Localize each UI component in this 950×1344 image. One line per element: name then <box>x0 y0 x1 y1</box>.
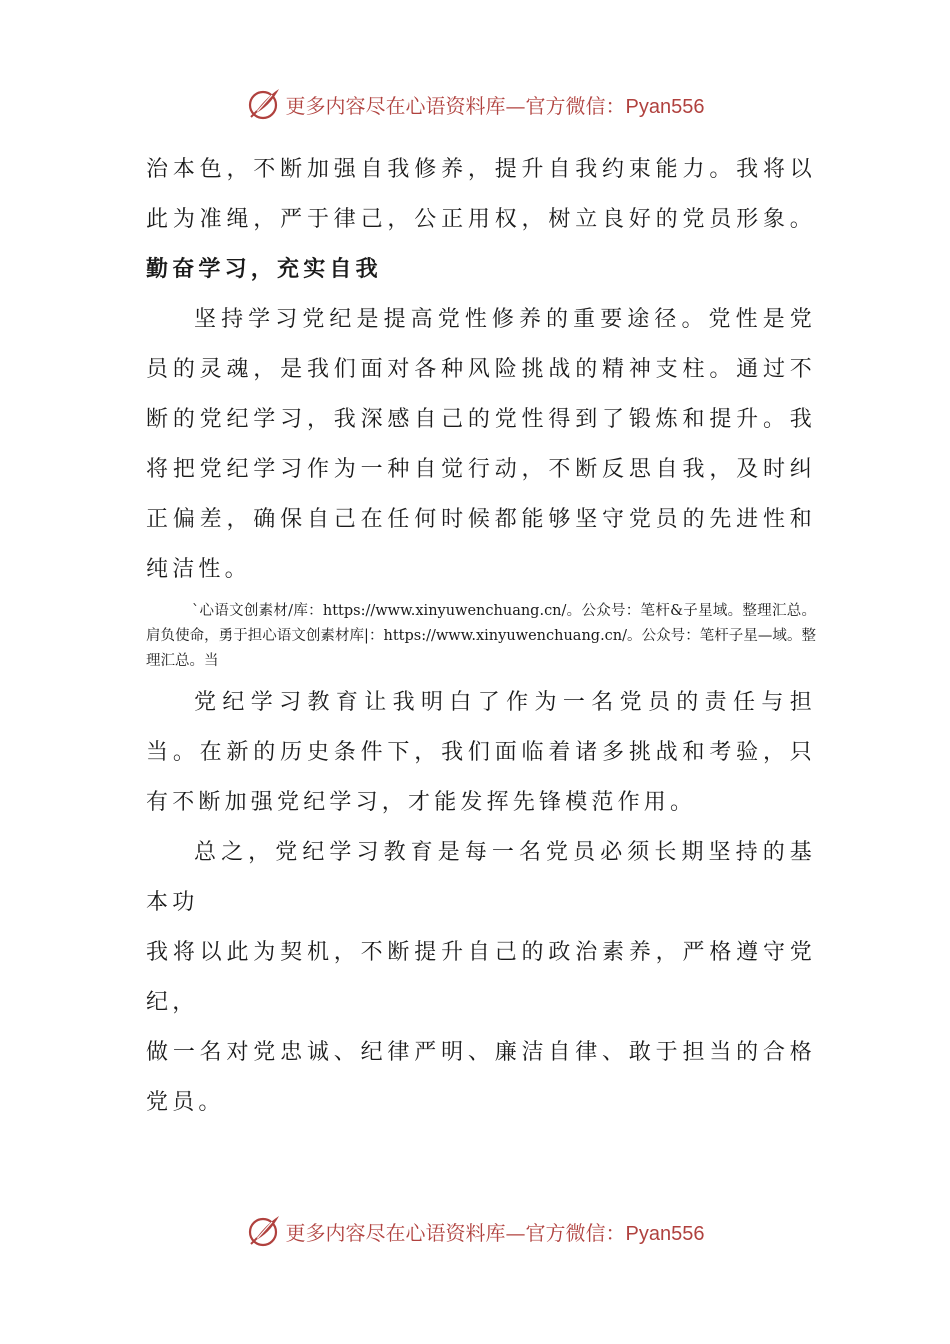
paragraph-2: 坚持学习党纪是提高党性修养的重要途径。党性是党员的灵魂，是我们面对各种风险挑战的精神支柱。通过不断的党纪学习，我深感自己的党性得到了锻炼和提升。我将把党纪学习作为一种自觉行动，不断反思自我，及时纠正偏差，确保自己在任何时候都能够坚守党员的先进性和纯洁性。 <box>146 307 816 582</box>
document-body <box>146 145 816 1128</box>
header-wechat-id: Pyan556 <box>625 95 705 118</box>
footer-banner-text: 更多内容尽在心语资料库—官方微信：Pyan556 <box>285 1220 705 1245</box>
feather-pen-logo-icon <box>246 86 282 122</box>
watermark-note: `心语文创素材/库：https://www.xinyuwenchuang.cn/。公众号：笔杆&子星域。整理汇总。肩负使命，勇于担心语文创素材库|：https://www.xinyuwenchuang.cn/。公众号：笔杆子星—域。整理汇总。当 <box>146 603 816 669</box>
section-heading: 勤奋学习，充实自我 <box>146 257 382 282</box>
paragraph-4-line-2: 我将以此为契机，不断提升自己的政治素养，严格遵守党纪， <box>146 940 816 1015</box>
paragraph-4 <box>146 828 816 1128</box>
paragraph-1 <box>146 145 816 295</box>
footer-wechat-id: Pyan556 <box>625 1222 705 1245</box>
paragraph-4-line-3: 做一名对党忠诚、纪律严明、廉洁自律、敢于担当的合格党员。 <box>146 1040 816 1115</box>
header-banner <box>0 84 950 124</box>
header-banner-text: 更多内容尽在心语资料库—官方微信：Pyan556 <box>285 93 705 118</box>
paragraph-3: 党纪学习教育让我明白了作为一名党员的责任与担当。在新的历史条件下，我们面临着诸多挑战和考验，只有不断加强党纪学习，才能发挥先锋模范作用。 <box>146 690 816 815</box>
footer-banner <box>0 1211 950 1251</box>
feather-pen-logo-icon <box>246 1213 282 1249</box>
paragraph-4-line-1: 总之，党纪学习教育是每一名党员必须长期坚持的基本功 <box>146 840 816 915</box>
paragraph-1-text: 治本色，不断加强自我修养，提升自我约束能力。我将以此为准绳，严于律己，公正用权，树立良好的党员形象。 <box>146 157 816 232</box>
